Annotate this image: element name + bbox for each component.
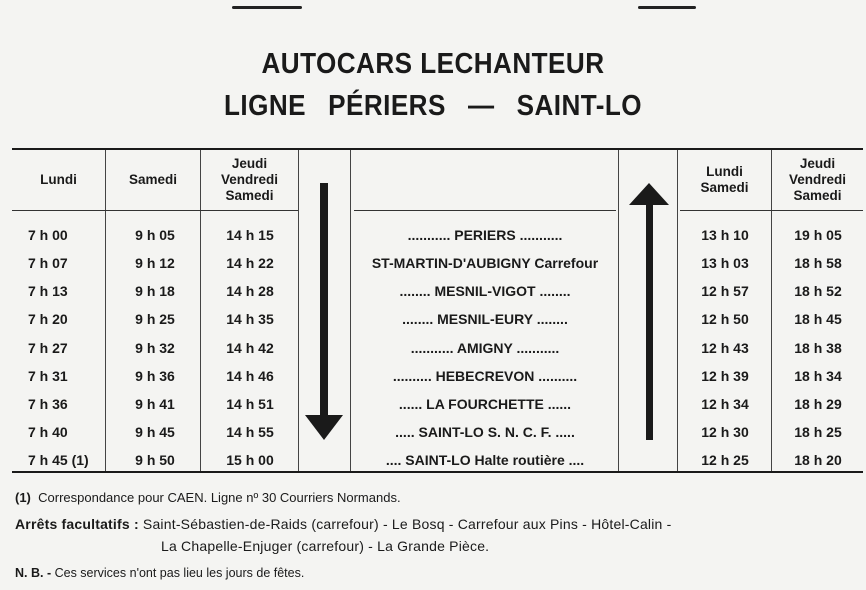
time-lundi: 7 h 45 (1)	[28, 451, 89, 468]
time-return-jvs: 19 h 05	[794, 226, 842, 243]
header-jeudi-vendredi-samedi: Jeudi Vendredi Samedi	[220, 156, 279, 203]
time-jvs: 14 h 42	[226, 339, 274, 356]
arrow-down-icon	[304, 183, 344, 440]
time-return-jvs: 18 h 25	[794, 423, 842, 440]
footnote-correspondance	[15, 490, 401, 505]
arrow-up-icon	[628, 183, 670, 440]
stop-name: ..... SAINT-LO S. N. C. F. .....	[395, 423, 575, 440]
column-divider	[298, 150, 299, 471]
scan-mark	[232, 6, 302, 9]
time-lundi: 7 h 13	[28, 282, 68, 299]
time-return-jvs: 18 h 20	[794, 451, 842, 468]
time-return-jvs: 18 h 29	[794, 395, 842, 412]
time-lundi: 7 h 31	[28, 367, 68, 384]
column-divider	[618, 150, 619, 471]
time-lundi: 7 h 36	[28, 395, 68, 412]
time-return-lundi-samedi: 12 h 25	[701, 451, 749, 468]
header-separator	[680, 210, 863, 211]
time-samedi: 9 h 12	[135, 254, 175, 271]
scan-mark	[638, 6, 696, 9]
header-samedi: Samedi	[128, 172, 178, 187]
time-jvs: 14 h 55	[226, 423, 274, 440]
nota-bene	[15, 566, 304, 580]
nb-text: Ces services n'ont pas lieu les jours de fêtes.	[54, 566, 305, 580]
footnote-text: Correspondance pour CAEN. Ligne nº 30 Courriers Normands.	[38, 490, 401, 505]
time-return-lundi-samedi: 13 h 03	[701, 254, 749, 271]
time-return-lundi-samedi: 12 h 43	[701, 339, 749, 356]
stop-name: ........ MESNIL-EURY ........	[402, 310, 568, 327]
time-samedi: 9 h 18	[135, 282, 175, 299]
optional-stops-line2: La Chapelle-Enjuger (carrefour) - La Grande Pièce.	[161, 538, 490, 554]
optional-stops-label: Arrêts facultatifs :	[15, 516, 139, 532]
time-samedi: 9 h 50	[135, 451, 175, 468]
stop-name: ........ MESNIL-VIGOT ........	[399, 282, 571, 299]
time-return-jvs: 18 h 45	[794, 310, 842, 327]
time-jvs: 14 h 35	[226, 310, 274, 327]
time-jvs: 14 h 51	[226, 395, 274, 412]
time-lundi: 7 h 07	[28, 254, 68, 271]
header-separator	[12, 210, 298, 211]
time-lundi: 7 h 00	[28, 226, 68, 243]
time-return-lundi-samedi: 13 h 10	[701, 226, 749, 243]
time-jvs: 15 h 00	[226, 451, 274, 468]
time-jvs: 14 h 46	[226, 367, 274, 384]
header-lundi: Lundi	[40, 172, 77, 187]
nb-label: N. B. -	[15, 566, 52, 580]
time-samedi: 9 h 36	[135, 367, 175, 384]
time-samedi: 9 h 41	[135, 395, 175, 412]
time-return-jvs: 18 h 52	[794, 282, 842, 299]
footnote-ref: (1)	[15, 490, 31, 505]
time-samedi: 9 h 45	[135, 423, 175, 440]
time-return-lundi-samedi: 12 h 30	[701, 423, 749, 440]
time-return-jvs: 18 h 34	[794, 367, 842, 384]
time-jvs: 14 h 28	[226, 282, 274, 299]
stop-name: .......... HEBECREVON ..........	[392, 367, 578, 384]
table-bottom-rule	[12, 471, 863, 473]
title-company: AUTOCARS LECHANTEUR	[261, 48, 605, 80]
time-return-jvs: 18 h 38	[794, 339, 842, 356]
title-route: LIGNE PÉRIERS — SAINT-LO	[224, 90, 642, 122]
optional-stops	[15, 516, 671, 532]
time-samedi: 9 h 25	[135, 310, 175, 327]
stop-name: ........... AMIGNY ...........	[410, 339, 560, 356]
stop-name: ........... PERIERS ...........	[407, 226, 563, 243]
stop-name: ...... LA FOURCHETTE ......	[398, 395, 572, 412]
header-separator	[354, 210, 616, 211]
time-return-lundi-samedi: 12 h 57	[701, 282, 749, 299]
header-return-jeudi-vendredi-samedi: Jeudi Vendredi Samedi	[788, 156, 847, 203]
stop-name: ST-MARTIN-D'AUBIGNY Carrefour	[371, 254, 599, 271]
time-lundi: 7 h 27	[28, 339, 68, 356]
time-samedi: 9 h 32	[135, 339, 175, 356]
optional-stops-line1: Saint-Sébastien-de-Raids (carrefour) - Le Bosq - Carrefour aux Pins - Hôtel-Calin -	[142, 516, 672, 532]
time-return-jvs: 18 h 58	[794, 254, 842, 271]
time-lundi: 7 h 20	[28, 310, 68, 327]
header-return-lundi-samedi: Lundi Samedi	[700, 164, 749, 195]
time-samedi: 9 h 05	[135, 226, 175, 243]
time-return-lundi-samedi: 12 h 50	[701, 310, 749, 327]
time-jvs: 14 h 22	[226, 254, 274, 271]
time-jvs: 14 h 15	[226, 226, 274, 243]
time-return-lundi-samedi: 12 h 34	[701, 395, 749, 412]
stop-name: .... SAINT-LO Halte routière ....	[385, 451, 585, 468]
time-lundi: 7 h 40	[28, 423, 68, 440]
time-return-lundi-samedi: 12 h 39	[701, 367, 749, 384]
column-divider	[350, 150, 351, 471]
